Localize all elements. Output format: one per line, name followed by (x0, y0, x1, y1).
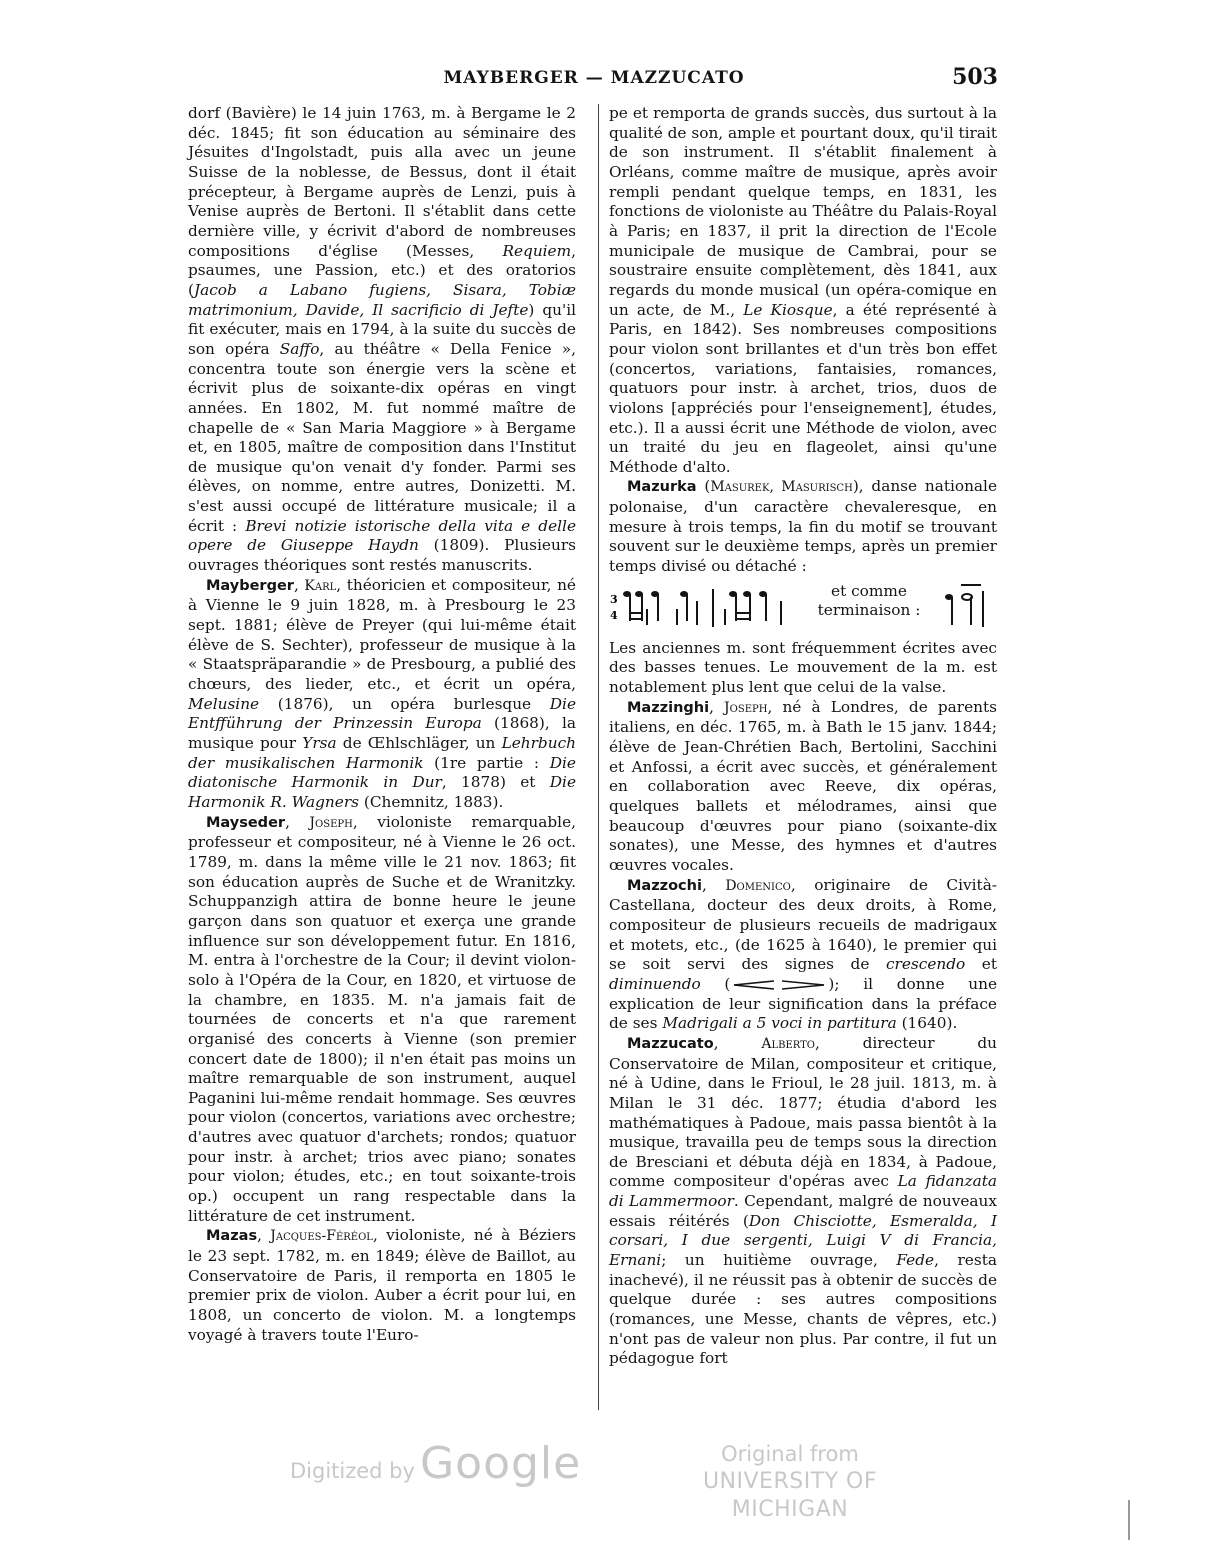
time-signature-top: 3 (610, 592, 618, 606)
music-caption: et comme terminaison : (817, 581, 921, 620)
entry-mayr-continuation: dorf (Bavière) le 14 juin 1763, m. à Bergame le 2 déc. 1845; fit son éducation au séminaire des Jésuites d'Ingolstadt, puis alla avec un jeune Suisse de la noblesse, de Bessus, dont il était précepteur, à Bergame auprès de Lenzi, puis à Venise auprès de Bertoni. Il s'établit dans cette dernière ville, y écrivit d'abord de nombreuses compositions d'église (Messes, Requiem, psaumes, une Passion, etc.) et des oratorios (Jacob a Labano fugiens, Sisara, Tobiæ matrimonium, Davide, Il sacrificio di Jefte) qu'il fit exécuter, mais en 1794, à la suite du succès de son opéra Saffo, au théâtre « Della Fenice », concentra toute son énergie vers la scène et écrivit plus de soixante-dix opéras en vingt années. En 1802, M. fut nommé maître de chapelle de « San Maria Maggiore » à Bergame et, en 1805, maître de composition dans l'Institut de musique qu'on venait d'y fonder. Parmi ses élèves, on nomme, entre autres, Donizetti. M. s'est aussi occupé de littérature musicale; il a écrit : Brevi notizie istorische della vita e delle opere de Giuseppe Haydn (1809). Plusieurs ouvrages théoriques sont restés manuscrits. (188, 104, 576, 575)
entry-mayberger: Mayberger, Karl, théoricien et compositeur, né à Vienne le 9 juin 1828, m. à Presbourg le 23 sept. 1881; élève de Preyer (qui lui-même était élève de S. Sechter), professeur de musique à la « Staatspräparandie » de Presbourg, a publié des chœurs, des lieder, etc., et écrit un opéra, Melusine (1876), un opéra burlesque Die Entfführung der Prinzessin Europa (1868), la musique pour Yrsa de Œhlschläger, un Lehrbuch der musikalischen Harmonik (1re partie : Die diatonische Harmonik in Dur, 1878) et Die Harmonik R. Wagners (Chemnitz, 1883). (188, 575, 577, 811)
page-header (190, 66, 998, 96)
left-column (188, 104, 576, 1345)
entry-mazas-continuation: pe et remporta de grands succès, dus surtout à la qualité de son, ample et pourtant doux, qu'il tirait de son instrument. Il s'établit finalement à Orléans, comme maître de musique, après avoir rempli pendant quelque temps, en 1831, les fonctions de violoniste au Théâtre du Palais-Royal à Paris; en 1837, il prit la direction de l'Ecole municipale de musique de Cambrai, pour se soustraire ensuite complètement, dès 1841, aux regards du monde musical (un opéra-comique en un acte, de M., Le Kiosque, a été représenté à Paris, en 1842). Ses nombreuses compositions pour violon sont brillantes et d'un très bon effet (concertos, variations, fantaisies, romances, quatuors pour instr. à archet, trios, duos de violons [appréciés pour l'enseignement], études, etc.). Il a aussi écrit une Méthode de violon, avec un traité du jeu en flageolet, ainsi qu'une Méthode d'alto. (609, 104, 997, 476)
rhythm-figure-2 (677, 591, 697, 625)
termination-figure (945, 585, 983, 627)
google-logo: Google (420, 1438, 582, 1489)
original-from-watermark (660, 1440, 920, 1524)
running-head: MAYBERGER — MAZZUCATO (443, 68, 745, 88)
digitized-prefix: Digitized by (290, 1459, 415, 1483)
mazurka-rhythm-example (609, 581, 997, 633)
scan-edge-mark (1128, 1500, 1130, 1540)
entry-mayseder: Mayseder, Joseph, violoniste remarquable, professeur et compositeur, né à Vienne le 26 oct. 1789, m. dans la même ville le 21 nov. 1863; fit son éducation auprès de Suche et de Wranitzky. Schuppanzigh attira de bonne heure le jeune garçon dans son quatuor et exerça une grande influence sur son développement futur. En 1816, M. entra à l'orchestre de la Cour; il devint violon-solo à l'Opéra de la Cour, en 1820, et virtuose de la chambre, en 1835. M. n'a jamais fait de tournées de concerts et n'a que rarement organisé des concerts à Vienne (son premier concert date de 1800); il n'en était pas moins un maître remarquable de son instrument, auquel Paganini lui-même rendait hommage. Ses œuvres pour violon (concertos, variations avec orchestre; d'autres avec quatuor d'archets; rondos; quatuor pour instr. à archet; trios avec piano; sonates pour violon; études, etc.; en tout soixante-trois op.) occupent un rang respectable dans la littérature de cet instrument. (188, 812, 576, 1225)
entry-mazurka: Mazurka (Masurek, Masurisch), danse nationale polonaise, d'un caractère chevaleresque, en mesure à trois temps, la fin du motif se trouvant souvent sur le deuxième temps, après un premier temps divisé ou détaché : (609, 477, 997, 576)
entry-mazas: Mazas, Jacques-Féréol, violoniste, né à Béziers le 23 sept. 1782, m. en 1849; élève de Baillot, au Conservatoire de Paris, il remporta en 1805 le premier prix de violon. Auber a écrit pour lui, en 1808, un concerto de violon. M. a longtemps voyagé à travers toute l'Euro- (188, 1226, 576, 1344)
original-from-label: Original from (721, 1442, 859, 1466)
rhythm-figure-1 (623, 591, 659, 625)
music-notation (609, 581, 997, 633)
entry-headword: Mayseder (206, 814, 286, 831)
page-number: 503 (952, 64, 998, 90)
time-signature-bottom: 4 (610, 608, 618, 622)
entry-headword: Mazzochi (627, 877, 702, 894)
entry-mazzinghi: Mazzinghi, Joseph, né à Londres, de parents italiens, en déc. 1765, m. à Bath le 15 janv. 1844; élève de Jean-Chrétien Bach, Bertolini, Sacchini et Anfossi, a écrit avec succès, et généralement en collaboration avec Reeve, dix opéras, quelques ballets et mélodrames, ainsi que beaucoup d'œuvres pour piano (soixante-dix sonates), une Messe, des hymnes et d'autres œuvres vocales. (609, 697, 997, 874)
entry-headword: Mazurka (627, 479, 697, 496)
entry-headword: Mazas (206, 1228, 258, 1245)
right-column (609, 104, 997, 1369)
entry-mazzochi: Mazzochi, Domenico, originaire de Cività-Castellana, docteur des deux droits, à Rome, compositeur de plusieurs recueils de madrigaux et motets, etc., (de 1625 à 1640), le premier qui se soit servi des signes de crescendo et diminuendo ( ); il donne une explication de leur signification dans la préface de ses Madrigali a 5 voci in partitura (1640). (609, 875, 997, 1033)
entry-mazzucato: Mazzucato, Alberto, directeur du Conservatoire de Milan, compositeur et critique, né à Udine, dans le Frioul, le 28 juil. 1813, m. à Milan le 31 déc. 1877; étudia d'abord les mathématiques à Padoue, mais passa bientôt à la musique, travailla peu de temps sous la direction de Bresciani et débuta déjà en 1834, à Padoue, comme compositeur d'opéras avec La fidanzata di Lammermoor. Cependant, malgré de nouveaux essais réitérés (Don Chisciotte, Esmeralda, I corsari, I due sergenti, Luigi V di Francia, Ernani; un huitième ouvrage, Fede, resta inachevé), il ne réussit pas à obtenir de succès de quelque durée : ses autres compositions (romances, une Messe, chants de vêpres, etc.) n'ont pas de valeur non plus. Par contre, il fut un pédagogue fort (609, 1033, 998, 1368)
digitized-by-watermark (290, 1438, 581, 1489)
crescendo-diminuendo-signs (730, 980, 828, 990)
entry-headword: Mazzucato (627, 1035, 714, 1052)
university-label: UNIVERSITY OF MICHIGAN (702, 1469, 878, 1522)
column-divider (598, 104, 599, 1410)
entry-headword: Mazzinghi (627, 699, 710, 716)
entry-mazurka-continued: Les anciennes m. sont fréquemment écrites avec des basses tenues. Le mouvement de la m. est notablement plus lent que celui de la valse. (609, 638, 997, 697)
entry-headword: Mayberger (206, 577, 294, 594)
rhythm-figure-3 (725, 591, 781, 625)
